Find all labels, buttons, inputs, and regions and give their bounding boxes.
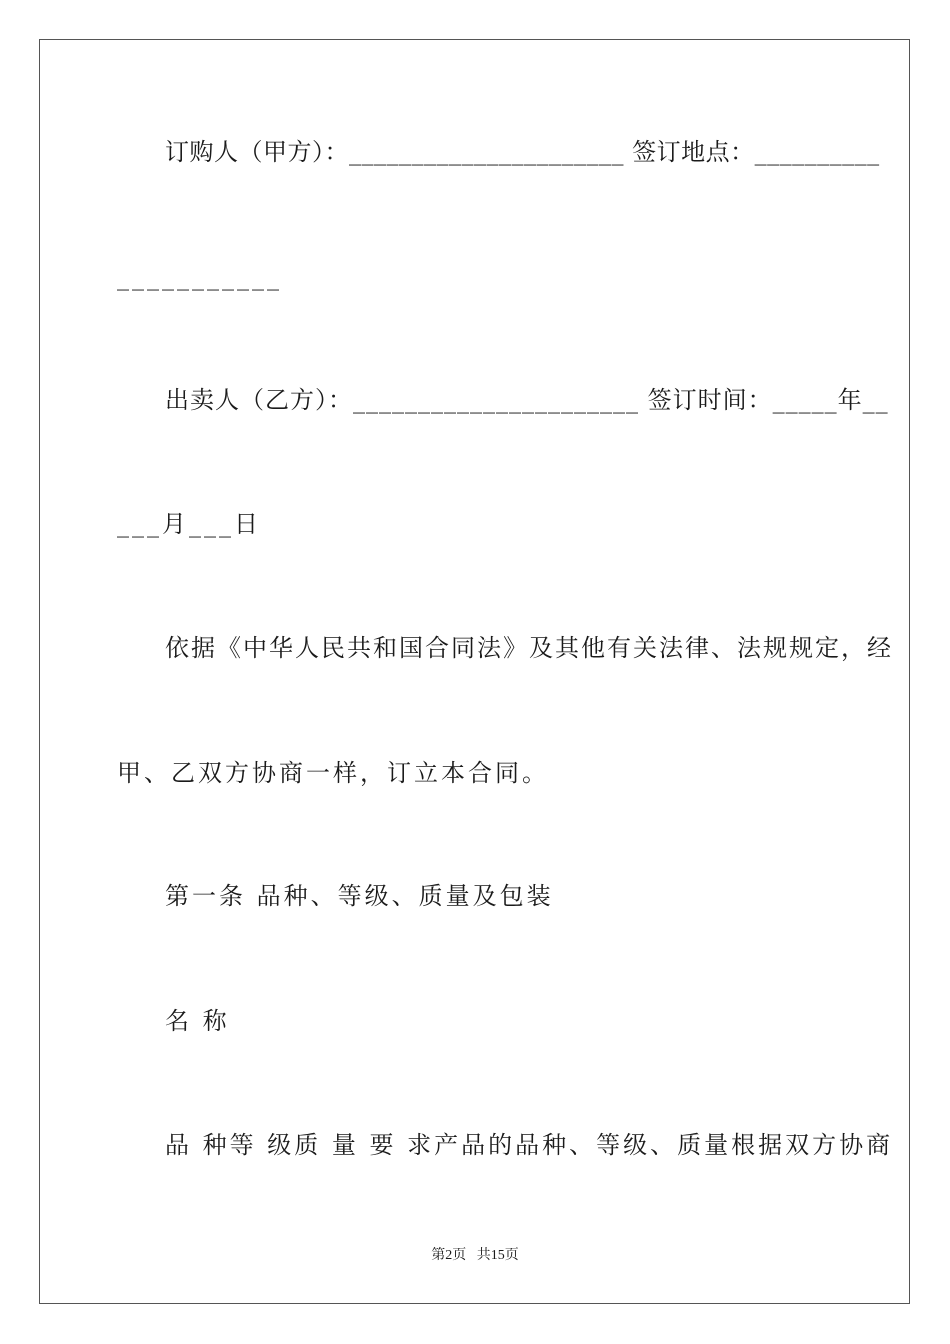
- signing-date-continuation-line: ___月___日: [117, 510, 261, 538]
- page-number-footer: 第2页 共15页: [431, 1248, 519, 1263]
- preamble-paragraph-line-2: 甲、乙双方协商一样，订立本合同。: [117, 759, 549, 787]
- preamble-paragraph-line-1: 依据《中华人民共和国合同法》及其他有关法律、法规规定，经: [165, 634, 893, 662]
- signing-place-continuation-line: ___________: [117, 263, 282, 291]
- buyer-and-signing-place-line: 订购人（甲方）：______________________ 签订地点：__________: [165, 138, 880, 166]
- page-border: [39, 39, 910, 1304]
- seller-and-signing-time-line: 出卖人（乙方）：______________________ 签订时间：_____年__: [165, 386, 889, 414]
- name-label-line: 名 称: [165, 1007, 230, 1035]
- quality-requirements-line: 品 种等 级质 量 要 求产品的品种、等级、质量根据双方协商: [165, 1131, 894, 1159]
- article-one-heading: 第一条 品种、等级、质量及包装: [165, 882, 554, 910]
